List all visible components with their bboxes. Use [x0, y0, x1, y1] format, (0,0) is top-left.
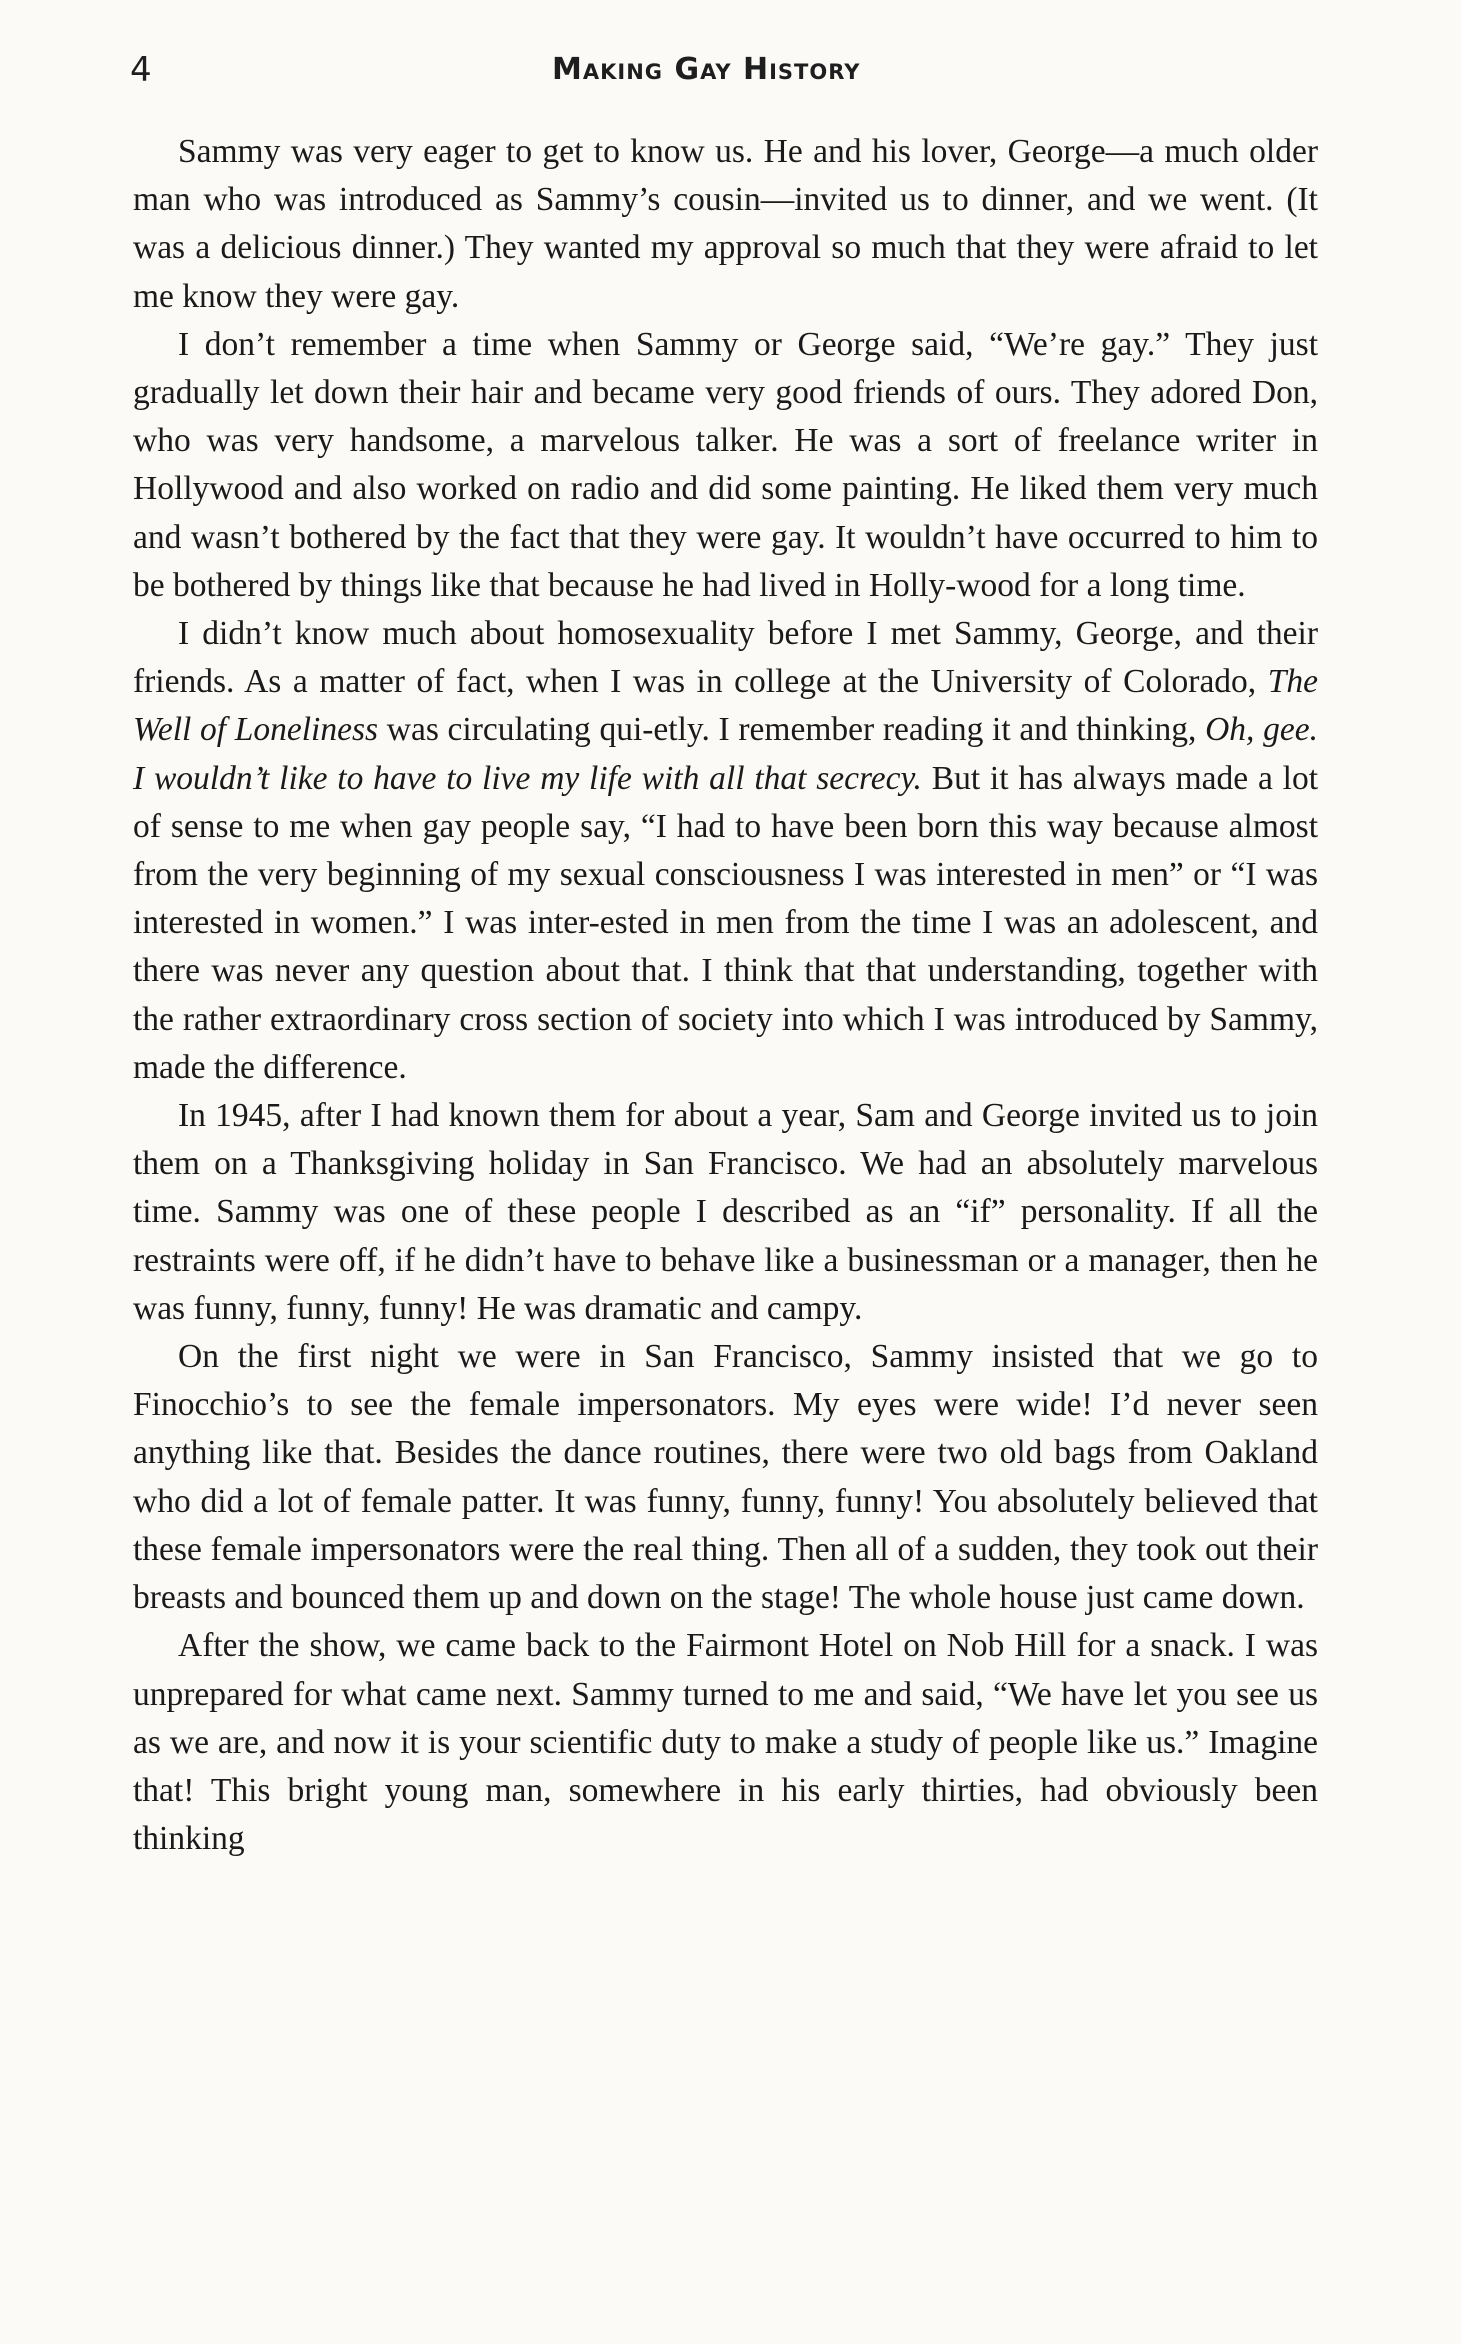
paragraph [133, 1333, 1318, 1622]
body-text [133, 128, 1318, 1863]
paragraph [133, 321, 1318, 610]
paragraph [133, 1092, 1318, 1333]
text-run: In 1945, after I had known them for about a year, Sam and George invited us to join them on a Thanksgiving holiday in San Francisco. We had an absolutely marvelous time. Sammy was one of these people I described as an “if” personality. If all the restraints were off, if he didn’t have to behave like a businessman or a manager, then he was funny, funny, funny! He was dramatic and campy. [133, 1097, 1318, 1327]
paragraph [133, 1622, 1318, 1863]
book-title: The Well of Loneliness [133, 663, 1318, 749]
text-run: I don’t remember a time when Sammy or George said, “We’re gay.” They just gradually let down their hair and became very good friends of ours. They adored Don, who was very handsome, a marvelous talker. He was a sort of freelance writer in Hollywood and also worked on radio and did some painting. He liked them very much and wasn’t bothered by the fact that they were gay. It wouldn’t have occurred to him to be bothered by things like that because he had lived in Holly-wood for a long time. [133, 325, 1318, 604]
paragraph [133, 128, 1318, 321]
text-run: But it has always made a lot of sense to me when gay people say, “I had to have been born this way because almost from the very beginning of my sexual consciousness I was interested in men” or “I was interested in women.” I was inter-ested in men from the time I was an adolescent, and there was never any question about that. I think that that understanding, together with the rather extraordinary cross section of society into which I was introduced by Sammy, made the difference. [133, 759, 1318, 1086]
paragraph [133, 610, 1318, 1092]
italic-thought: Oh, gee. I wouldn’t like to have to live my life with all that secrecy. [133, 711, 1318, 797]
page-header [130, 48, 1330, 92]
page-number: 4 [130, 50, 152, 90]
text-run: was circulating qui-etly. I remember reading it and thinking, [378, 711, 1206, 749]
text-run: On the first night we were in San Francisco, Sammy insisted that we go to Finocchio’s to see the female impersonators. My eyes were wide! I’d never seen anything like that. Besides the dance routines, there were two old bags from Oakland who did a lot of female patter. It was funny, funny, funny! You absolutely believed that these female impersonators were the real thing. Then all of a sudden, they took out their breasts and bounced them up and down on the stage! The whole house just came down. [133, 1338, 1318, 1617]
text-run: After the show, we came back to the Fairmont Hotel on Nob Hill for a snack. I was unprepared for what came next. Sammy turned to me and said, “We have let you see us as we are, and now it is your scientific duty to make a study of people like us.” Imagine that! This bright young man, somewhere in his early thirties, had obviously been thinking [133, 1627, 1318, 1858]
text-run: Sammy was very eager to get to know us. He and his lover, George—a much older man who was introduced as Sammy’s cousin—invited us to dinner, and we went. (It was a delicious dinner.) They wanted my approval so much that they were afraid to let me know they were gay. [133, 133, 1318, 315]
text-run: I didn’t know much about homosexuality before I met Sammy, George, and their friends. As a matter of fact, when I was in college at the University of Colorado, [133, 615, 1318, 701]
running-head: Making Gay History [552, 52, 861, 87]
